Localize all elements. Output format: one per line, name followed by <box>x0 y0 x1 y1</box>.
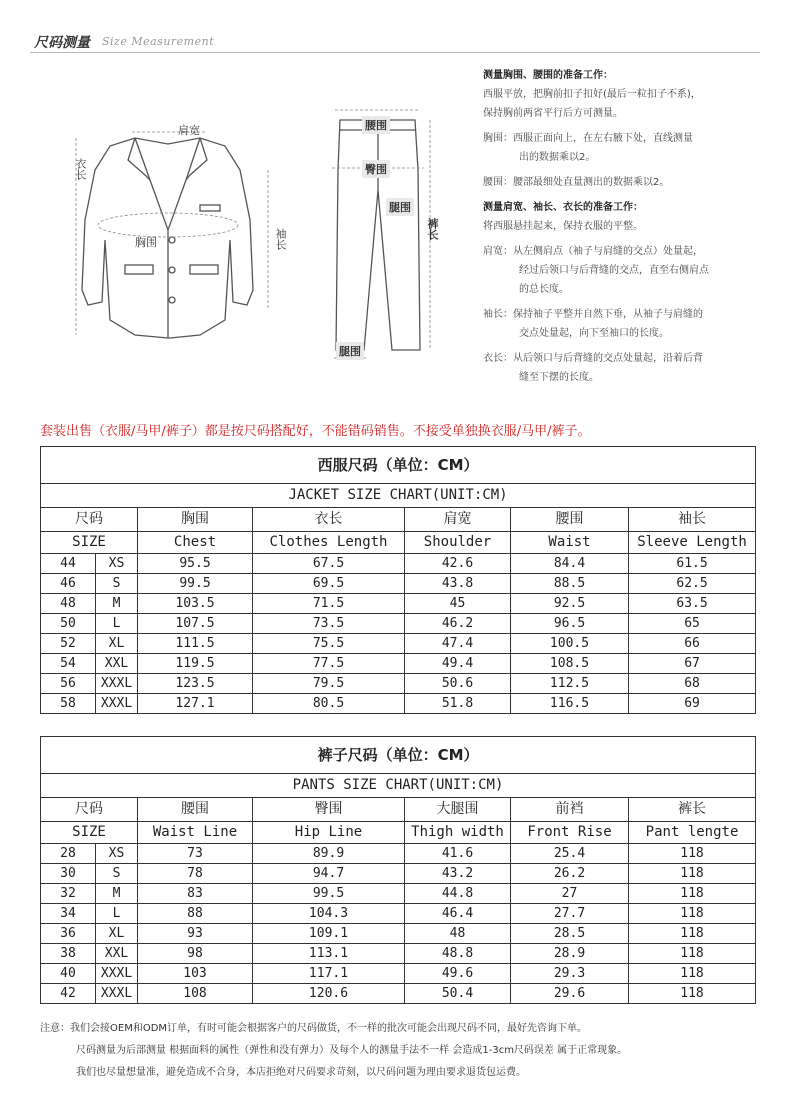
jacket-shoulder-label: 肩宽 <box>178 124 200 137</box>
table-cell: 44 <box>41 554 96 574</box>
table-cell: XXXL <box>96 694 138 714</box>
table-cell: 43.8 <box>405 574 511 594</box>
pants-table-title-en: PANTS SIZE CHART(UNIT:CM) <box>41 774 756 798</box>
footer-line: 尺码测量为后部测量 根据面料的属性（弹性和没有弹力）及每个人的测量手法不一样 会造成1-3cm尺码误差 属于正常现象。 <box>76 1045 628 1056</box>
table-cell: XXXL <box>96 984 138 1004</box>
instr-shoulder-cont: 经过后领口与后背缝的交点，直至右侧肩点 <box>519 265 709 276</box>
pants-hip-label: 臀围 <box>362 160 390 178</box>
table-cell: L <box>96 904 138 924</box>
measurement-instructions <box>483 66 773 387</box>
table-cell: 29.6 <box>511 984 629 1004</box>
table-cell: 89.9 <box>253 844 405 864</box>
table-cell: 93 <box>138 924 253 944</box>
table-cell: L <box>96 614 138 634</box>
table-cell: 26.2 <box>511 864 629 884</box>
header-cell: 裤长 <box>629 798 756 822</box>
table-cell: S <box>96 574 138 594</box>
table-cell: 48 <box>405 924 511 944</box>
table-cell: 48 <box>41 594 96 614</box>
table-cell: 68 <box>629 674 756 694</box>
table-cell: 56 <box>41 674 96 694</box>
table-cell: 123.5 <box>138 674 253 694</box>
header-title-en: Size Measurement <box>102 35 215 48</box>
header-cell: Front Rise <box>511 822 629 844</box>
table-cell: 103 <box>138 964 253 984</box>
pants-waist-label: 腰围 <box>362 116 390 134</box>
table-cell: 73.5 <box>253 614 405 634</box>
table-cell: 28 <box>41 844 96 864</box>
table-cell: 49.6 <box>405 964 511 984</box>
table-cell: XXL <box>96 944 138 964</box>
header-cell: 前裆 <box>511 798 629 822</box>
table-cell: 49.4 <box>405 654 511 674</box>
table-cell: 48.8 <box>405 944 511 964</box>
table-cell: 79.5 <box>253 674 405 694</box>
table-cell: 41.6 <box>405 844 511 864</box>
table-cell: 95.5 <box>138 554 253 574</box>
table-cell: 98 <box>138 944 253 964</box>
table-cell: 25.4 <box>511 844 629 864</box>
table-row <box>41 984 756 1004</box>
table-cell: 96.5 <box>511 614 629 634</box>
table-cell: 108.5 <box>511 654 629 674</box>
pants-length-label: 裤长 <box>426 218 439 240</box>
table-cell: 50.6 <box>405 674 511 694</box>
table-cell: XL <box>96 924 138 944</box>
table-cell: 118 <box>629 844 756 864</box>
jacket-header-row-zh <box>41 508 756 532</box>
table-cell: 112.5 <box>511 674 629 694</box>
table-cell: 69 <box>629 694 756 714</box>
table-cell: 44.8 <box>405 884 511 904</box>
table-cell: 120.6 <box>253 984 405 1004</box>
table-row <box>41 924 756 944</box>
table-cell: 32 <box>41 884 96 904</box>
instr-shoulder-cont: 的总长度。 <box>519 284 569 295</box>
table-cell: 30 <box>41 864 96 884</box>
table-row <box>41 944 756 964</box>
pants-size-table <box>40 736 756 1004</box>
table-cell: XXL <box>96 654 138 674</box>
table-cell: 46.2 <box>405 614 511 634</box>
table-cell: 83 <box>138 884 253 904</box>
table-row <box>41 574 756 594</box>
header-cell: 臀围 <box>253 798 405 822</box>
table-cell: M <box>96 594 138 614</box>
table-cell: 62.5 <box>629 574 756 594</box>
header-cell: Shoulder <box>405 532 511 554</box>
jacket-header-row-en <box>41 532 756 554</box>
jacket-chest-label: 胸围 <box>135 236 157 249</box>
table-row <box>41 654 756 674</box>
instr-chest-cont: 出的数据乘以2。 <box>519 152 596 163</box>
header-cell: Clothes Length <box>253 532 405 554</box>
header-cell: SIZE <box>41 532 138 554</box>
table-row <box>41 864 756 884</box>
table-cell: 107.5 <box>138 614 253 634</box>
table-cell: 88.5 <box>511 574 629 594</box>
header-cell: Chest <box>138 532 253 554</box>
instr-length-cont: 缝至下摆的长度。 <box>519 372 599 383</box>
header-cell: 尺码 <box>41 508 138 532</box>
table-cell: 47.4 <box>405 634 511 654</box>
table-cell: 27.7 <box>511 904 629 924</box>
table-cell: 42.6 <box>405 554 511 574</box>
table-cell: 88 <box>138 904 253 924</box>
table-cell: 58 <box>41 694 96 714</box>
jacket-illustration <box>40 80 290 360</box>
table-cell: 61.5 <box>629 554 756 574</box>
header-cell: 大腿围 <box>405 798 511 822</box>
table-cell: 116.5 <box>511 694 629 714</box>
table-cell: 103.5 <box>138 594 253 614</box>
table-row <box>41 964 756 984</box>
pants-header-row-zh <box>41 798 756 822</box>
table-cell: 78 <box>138 864 253 884</box>
jacket-length-label: 衣长 <box>74 158 87 180</box>
page-header <box>30 30 760 53</box>
table-cell: 99.5 <box>253 884 405 904</box>
header-cell: 衣长 <box>253 508 405 532</box>
instr-shoulder: 肩宽：从左侧肩点（袖子与肩缝的交点）处量起， <box>483 246 703 257</box>
table-cell: 119.5 <box>138 654 253 674</box>
instr-text: 保持胸前两省平行后方可测量。 <box>483 108 623 119</box>
table-cell: S <box>96 864 138 884</box>
table-cell: 118 <box>629 984 756 1004</box>
table-cell: 109.1 <box>253 924 405 944</box>
table-row <box>41 884 756 904</box>
table-cell: 54 <box>41 654 96 674</box>
header-cell: Hip Line <box>253 822 405 844</box>
instr-sleeve-cont: 交点处量起，向下至袖口的长度。 <box>519 328 669 339</box>
table-row <box>41 904 756 924</box>
table-cell: 50 <box>41 614 96 634</box>
header-cell: 袖长 <box>629 508 756 532</box>
table-cell: 69.5 <box>253 574 405 594</box>
table-cell: 118 <box>629 884 756 904</box>
table-cell: 66 <box>629 634 756 654</box>
header-cell: 尺码 <box>41 798 138 822</box>
jacket-drawing <box>40 80 290 360</box>
table-cell: 65 <box>629 614 756 634</box>
table-cell: 84.4 <box>511 554 629 574</box>
table-cell: 28.9 <box>511 944 629 964</box>
table-row <box>41 694 756 714</box>
pants-hem-label: 腿围 <box>336 342 364 360</box>
table-cell: 36 <box>41 924 96 944</box>
table-cell: 42 <box>41 984 96 1004</box>
table-cell: 80.5 <box>253 694 405 714</box>
jacket-sleeve-label: 袖长 <box>274 228 287 250</box>
table-cell: 73 <box>138 844 253 864</box>
instr-chest-waist-title: 测量胸围、腰围的准备工作： <box>483 70 613 81</box>
footer-line: 注意：我们会接OEM和ODM订单，有时可能会根据客户的尺码做货，不一样的批次可能会出现尺码不同，最好先咨询下单。 <box>40 1023 588 1034</box>
header-cell: Waist Line <box>138 822 253 844</box>
table-cell: 45 <box>405 594 511 614</box>
table-cell: 52 <box>41 634 96 654</box>
table-row <box>41 844 756 864</box>
table-cell: XXXL <box>96 674 138 694</box>
header-cell: 胸围 <box>138 508 253 532</box>
table-cell: 118 <box>629 904 756 924</box>
table-cell: 111.5 <box>138 634 253 654</box>
table-cell: 38 <box>41 944 96 964</box>
table-cell: 28.5 <box>511 924 629 944</box>
jacket-size-table <box>40 446 756 714</box>
table-cell: 46.4 <box>405 904 511 924</box>
table-cell: 77.5 <box>253 654 405 674</box>
table-row <box>41 634 756 654</box>
pants-thigh-label: 腿围 <box>386 198 414 216</box>
table-cell: M <box>96 884 138 904</box>
table-cell: 51.8 <box>405 694 511 714</box>
table-cell: 118 <box>629 964 756 984</box>
instr-shoulder-sleeve-title: 测量肩宽、袖长、衣长的准备工作： <box>483 202 643 213</box>
table-cell: 99.5 <box>138 574 253 594</box>
instr-length: 衣长：从后领口与后背缝的交点处量起，沿着后背 <box>483 353 703 364</box>
header-title-zh: 尺码测量 <box>34 35 90 51</box>
header-cell: 腰围 <box>138 798 253 822</box>
table-cell: 92.5 <box>511 594 629 614</box>
footer-line: 我们也尽量想量准，避免造成不合身，本店拒绝对尺码要求苛刻，以尺码问题为理由要求退货包运费。 <box>76 1067 526 1078</box>
table-cell: 117.1 <box>253 964 405 984</box>
header-cell: 腰围 <box>511 508 629 532</box>
table-cell: 67 <box>629 654 756 674</box>
pants-table-title-zh: 裤子尺码（单位：CM） <box>41 737 756 774</box>
table-row <box>41 554 756 574</box>
table-row <box>41 594 756 614</box>
footer-notes <box>40 1018 780 1084</box>
header-cell: SIZE <box>41 822 138 844</box>
instr-chest: 胸围：西服正面向上，在左右腋下处，直线测量 <box>483 133 693 144</box>
table-cell: 63.5 <box>629 594 756 614</box>
table-cell: 40 <box>41 964 96 984</box>
table-cell: 75.5 <box>253 634 405 654</box>
instr-sleeve: 袖长：保持袖子平整并自然下垂，从袖子与肩缝的 <box>483 309 703 320</box>
instr-text: 西服平放，把胸前扣子扣好(最后一粒扣子不系)， <box>483 89 701 100</box>
sale-notice: 套装出售（衣服/马甲/裤子）都是按尺码搭配好，不能错码销售。不接受单独换衣服/马甲/裤子。 <box>40 424 591 439</box>
table-cell: XXXL <box>96 964 138 984</box>
table-cell: 100.5 <box>511 634 629 654</box>
table-cell: 50.4 <box>405 984 511 1004</box>
jacket-table-title-en: JACKET SIZE CHART(UNIT:CM) <box>41 484 756 508</box>
table-cell: 94.7 <box>253 864 405 884</box>
table-cell: 34 <box>41 904 96 924</box>
table-cell: 71.5 <box>253 594 405 614</box>
table-cell: 113.1 <box>253 944 405 964</box>
table-cell: 118 <box>629 924 756 944</box>
table-cell: XS <box>96 844 138 864</box>
table-cell: 43.2 <box>405 864 511 884</box>
pants-header-row-en <box>41 822 756 844</box>
header-cell: 肩宽 <box>405 508 511 532</box>
jacket-table-title-zh: 西服尺码（单位：CM） <box>41 447 756 484</box>
table-row <box>41 614 756 634</box>
table-cell: 67.5 <box>253 554 405 574</box>
header-cell: Thigh width <box>405 822 511 844</box>
header-cell: Waist <box>511 532 629 554</box>
table-cell: 118 <box>629 864 756 884</box>
header-cell: Sleeve Length <box>629 532 756 554</box>
instr-text: 将西服悬挂起来，保持衣服的平整。 <box>483 221 643 232</box>
header-cell: Pant lengte <box>629 822 756 844</box>
table-cell: 118 <box>629 944 756 964</box>
table-cell: 108 <box>138 984 253 1004</box>
table-cell: 27 <box>511 884 629 904</box>
table-cell: XL <box>96 634 138 654</box>
table-cell: 29.3 <box>511 964 629 984</box>
table-cell: 104.3 <box>253 904 405 924</box>
table-cell: 46 <box>41 574 96 594</box>
pants-illustration <box>320 100 450 370</box>
table-row <box>41 674 756 694</box>
instr-waist: 腰围：腰部最细处直量测出的数据乘以2。 <box>483 177 670 188</box>
table-cell: XS <box>96 554 138 574</box>
table-cell: 127.1 <box>138 694 253 714</box>
